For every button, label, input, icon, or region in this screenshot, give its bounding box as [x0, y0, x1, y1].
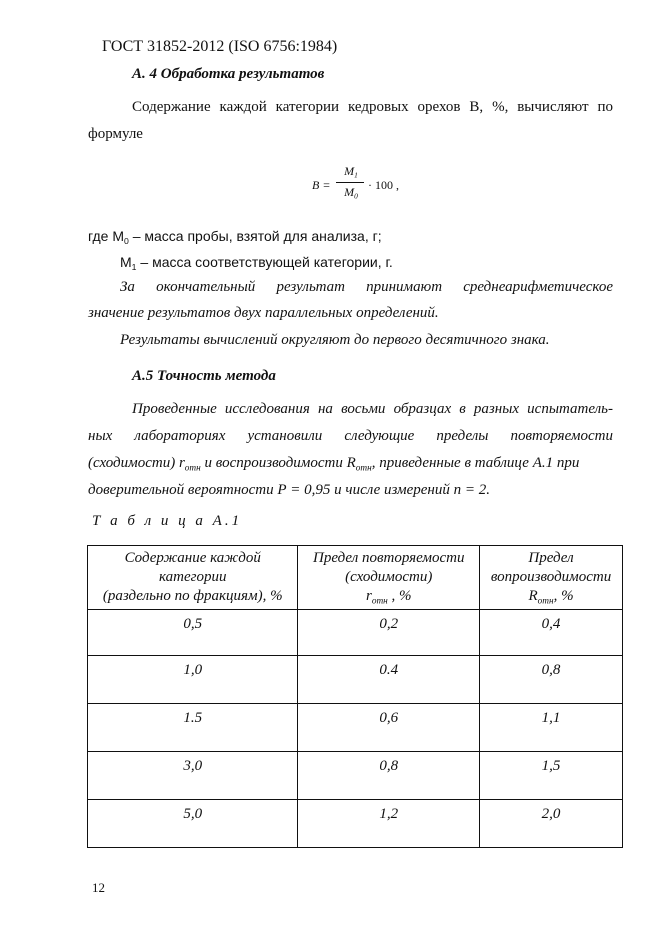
table-row [88, 752, 623, 800]
cell-reproducibility: 1,1 [480, 704, 623, 752]
fraction-bar [336, 182, 364, 183]
cell-content: 1,0 [88, 656, 298, 704]
cell-repeatability: 0,6 [298, 704, 480, 752]
intro-line-1: Содержание каждой категории кедровых орехов В, %, вычисляют по [132, 99, 613, 115]
table-header-row [88, 546, 623, 610]
formula-rhs: · 100 , [368, 178, 399, 192]
section-a5-title: А.5 Точность метода [132, 368, 276, 384]
a5-line-2: ных лабораториях установили следующие пределы повторяемости [88, 428, 613, 444]
cell-repeatability: 0.4 [298, 656, 480, 704]
where-line-2: $M_1$ – масса соответствующей категории, г. [120, 254, 393, 273]
cell-reproducibility: 0,4 [480, 610, 623, 656]
intro-line-2: формуле [88, 126, 143, 142]
header-content-category: Содержание каждой категории (раздельно по фракциям), % [88, 546, 298, 610]
formula-fraction [336, 164, 366, 200]
header-reproducibility: Предел вопроизводимости $R_{отн}$, % [480, 546, 623, 610]
table-row [88, 704, 623, 752]
cell-reproducibility: 2,0 [480, 800, 623, 848]
table-title: Т а б л и ц а А.1 [92, 513, 243, 529]
formula-lhs: B = [312, 178, 331, 192]
precision-table [87, 545, 623, 848]
where-line-1: где $M_0$ – масса пробы, взятой для анализа, г; [88, 228, 382, 247]
section-a4-title: А. 4 Обработка результатов [132, 66, 325, 82]
table-row [88, 800, 623, 848]
a5-line-3: (сходимости) $r_{отн}$ и воспроизводимости $R_{отн}$, приведенные в таблице А.1 при [88, 455, 580, 474]
cell-content: 0,5 [88, 610, 298, 656]
cell-repeatability: 1,2 [298, 800, 480, 848]
table-row [88, 656, 623, 704]
a5-line-1: Проведенные исследования на восьми образцах в разных испытатель- [132, 401, 613, 417]
header-repeatability: Предел повторяемости (сходимости) $r_{отн}$ , % [298, 546, 480, 610]
page-number: 12 [92, 880, 105, 895]
formula-denominator: $M_0$ [344, 185, 358, 201]
cell-repeatability: 0,8 [298, 752, 480, 800]
formula-numerator: $M_1$ [344, 164, 358, 180]
cell-content: 5,0 [88, 800, 298, 848]
cell-reproducibility: 0,8 [480, 656, 623, 704]
cell-repeatability: 0,2 [298, 610, 480, 656]
rounding-note: Результаты вычислений округляют до первого десятичного знака. [120, 332, 550, 348]
result-line-2: значение результатов двух параллельных определений. [88, 305, 439, 321]
a5-line-4: доверительной вероятности Р = 0,95 и числе измерений n = 2. [88, 482, 490, 498]
cell-content: 3,0 [88, 752, 298, 800]
document-header: ГОСТ 31852-2012 (ISO 6756:1984) [102, 38, 338, 55]
cell-reproducibility: 1,5 [480, 752, 623, 800]
result-line-1: За окончательный результат принимают среднеарифметическое [120, 279, 613, 295]
cell-content: 1.5 [88, 704, 298, 752]
table-row [88, 610, 623, 656]
